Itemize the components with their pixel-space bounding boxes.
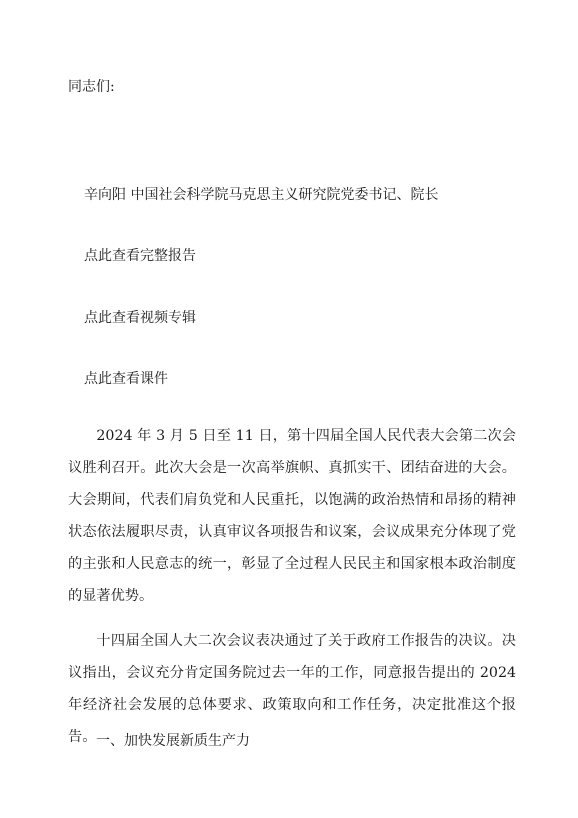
body-paragraph: 2024 年 3 月 5 日至 11 日，第十四届全国人民代表大会第二次会议胜利召开。此次大会是一次高举旗帜、真抓实干、团结奋进的大会。大会期间，代表们肩负党和人民重托，以饱满的政治热情和昂扬的精神状态依法履职尽责，认真审议各项报告和议案，会议成果充分体现了党的主张和人民意志的统一，彰显了全过程人民民主和国家根本政治制度的显著优势。 [68, 428, 516, 604]
section-heading: 一、加快发展新质生产力 [96, 733, 250, 749]
view-courseware-link[interactable]: 点此查看课件 [84, 371, 168, 387]
body-paragraph: 十四届全国人大二次会议表决通过了关于政府工作报告的决议。决议指出，会议充分肯定国务院过去一年的工作，同意报告提出的 2024 年经济社会发展的总体要求、政策取向和工作任务，决定批准这个报告。 [68, 633, 516, 745]
view-full-report-link[interactable]: 点此查看完整报告 [84, 248, 196, 264]
author-line: 辛向阳 中国社会科学院马克思主义研究院党委书记、院长 [84, 187, 439, 203]
greeting: 同志们: [68, 79, 115, 95]
view-video-album-link[interactable]: 点此查看视频专辑 [84, 310, 196, 326]
